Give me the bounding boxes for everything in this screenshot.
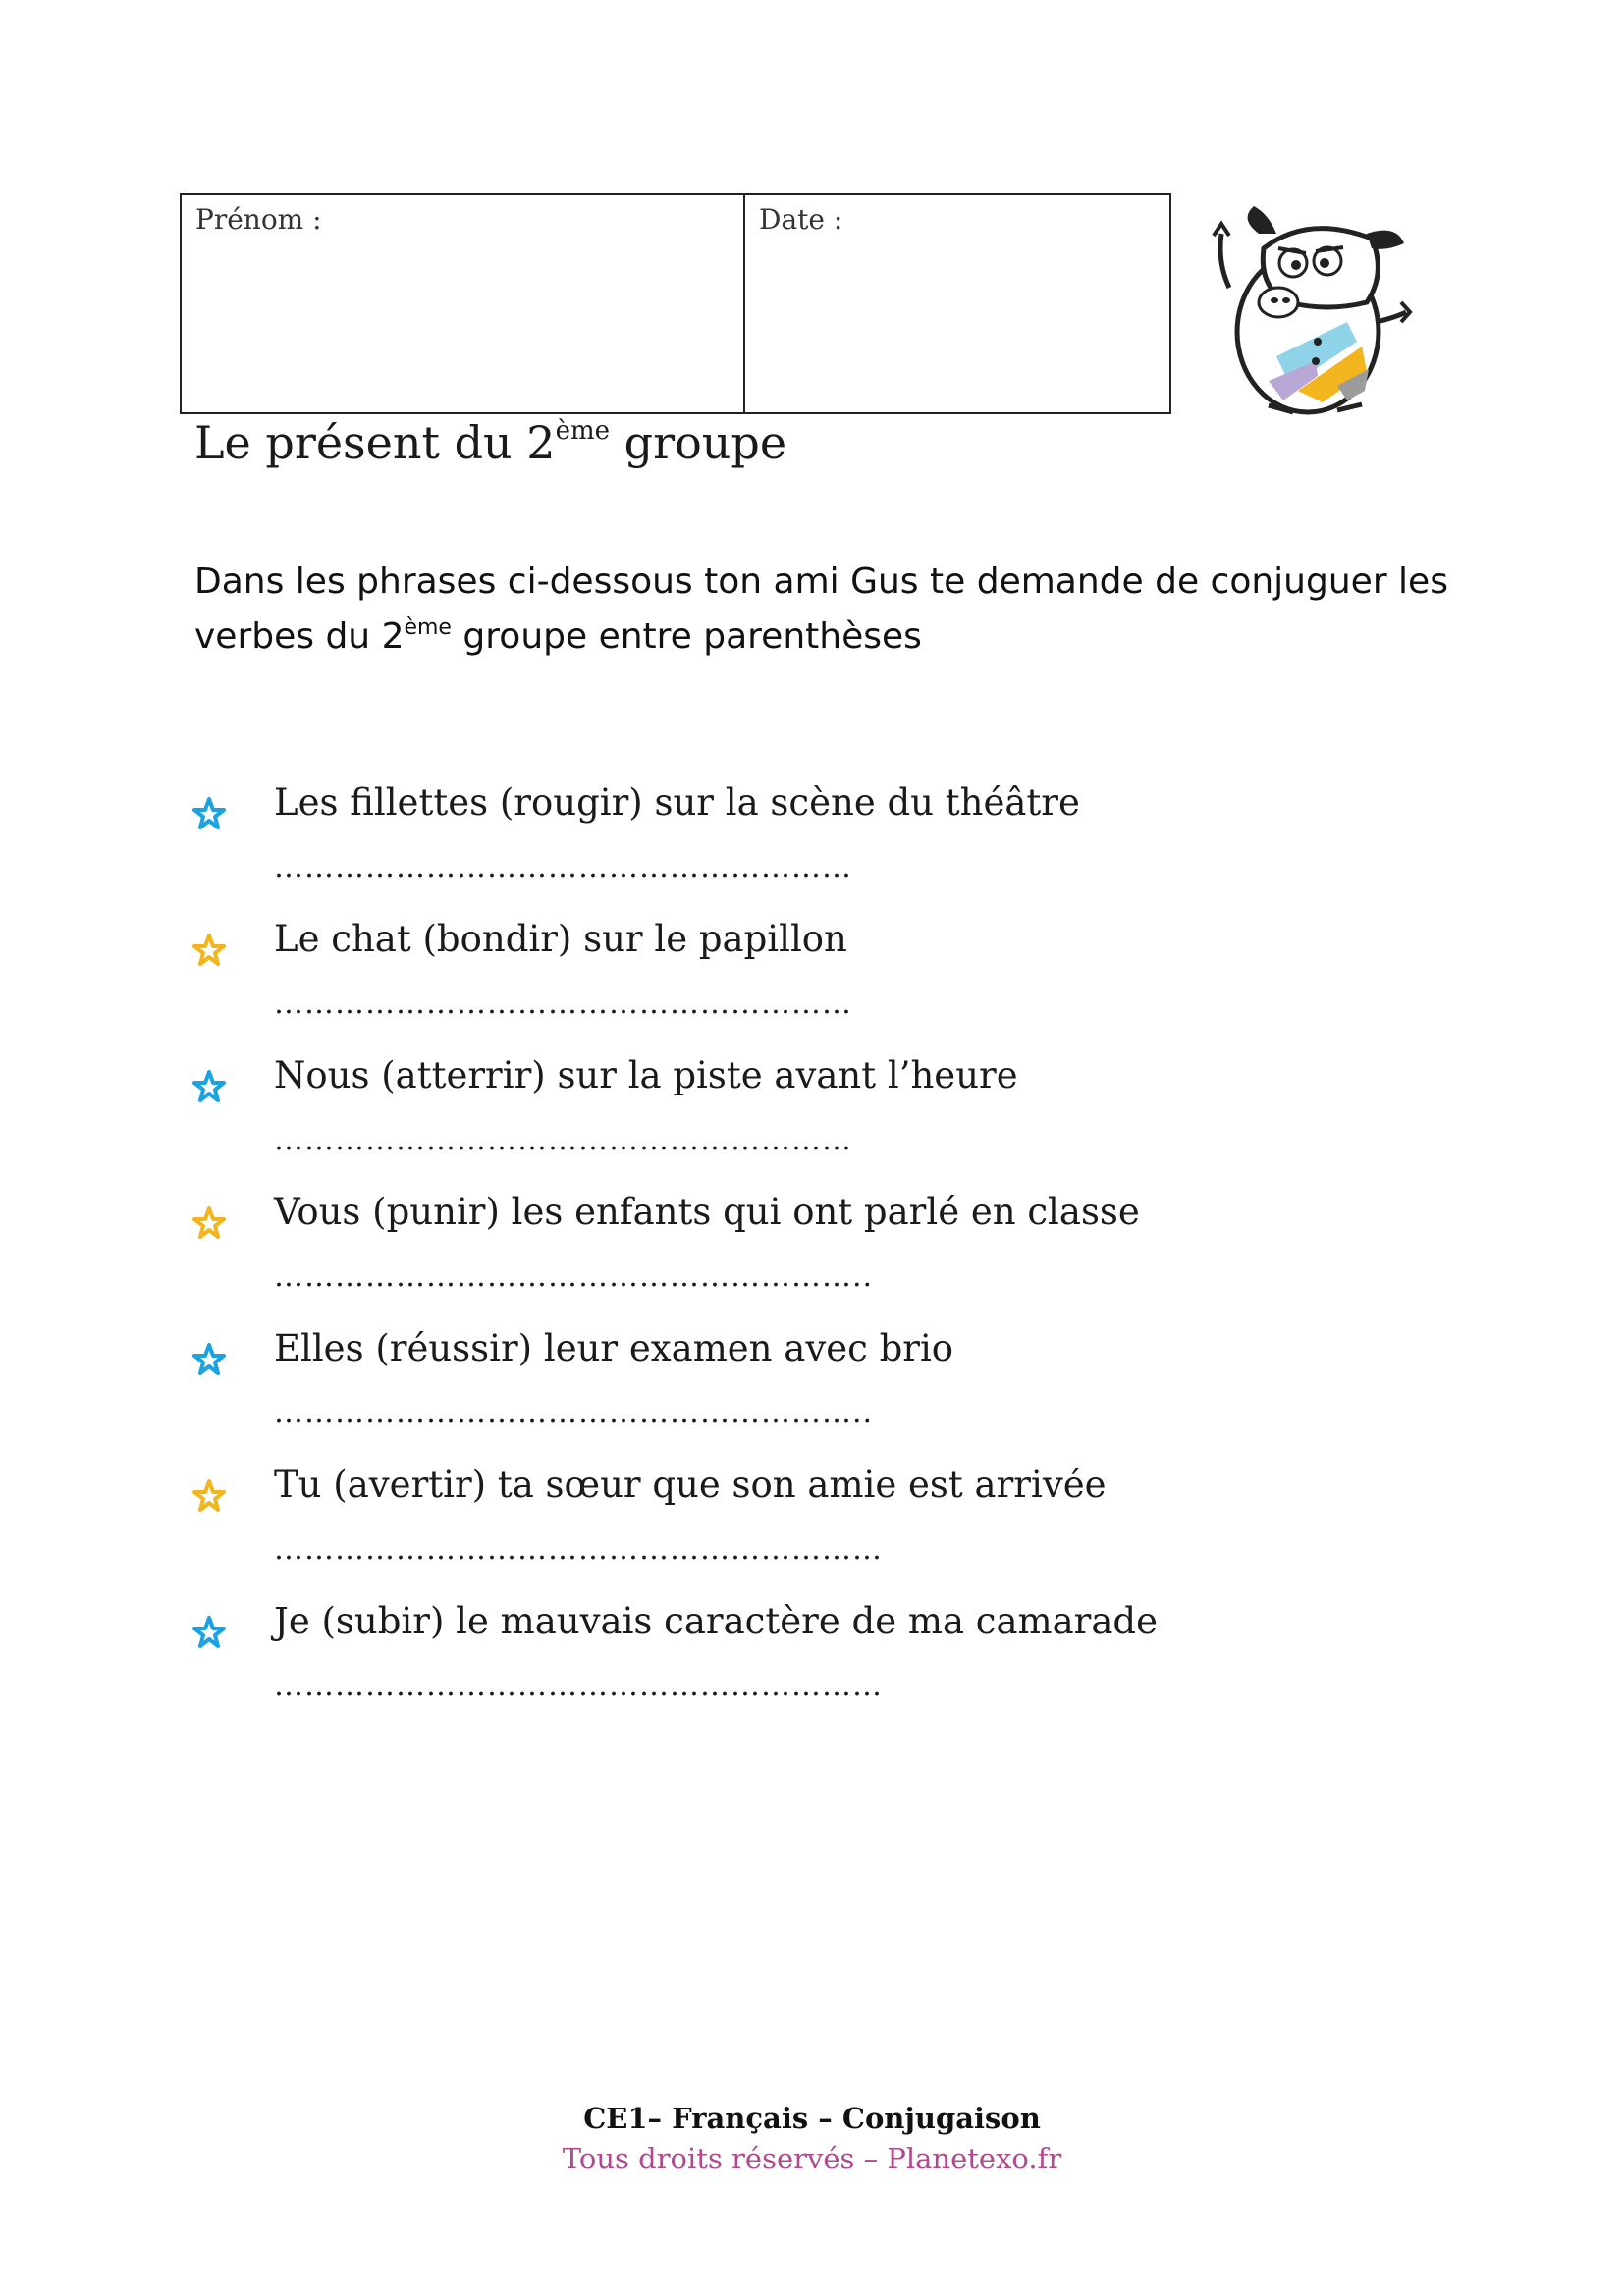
student-info-table xyxy=(180,193,1171,414)
footer-subject: CE1– Français – Conjugaison xyxy=(583,2102,1041,2135)
answer-line[interactable]: ………………………………………………… xyxy=(274,987,852,1021)
exercise-sentence: Tu (avertir) ta sœur que son amie est arrivée xyxy=(274,1464,1107,1506)
instruction-text xyxy=(194,555,1471,665)
answer-line[interactable]: …………………………………………………… xyxy=(274,1532,883,1567)
gold-star-icon xyxy=(192,1479,226,1513)
title-superscript: ème xyxy=(555,416,611,446)
date-label: Date : xyxy=(759,203,843,236)
blue-star-icon xyxy=(192,1616,226,1649)
gold-star-icon xyxy=(192,1206,226,1240)
instruction-line-2-prefix: verbes du 2 xyxy=(194,616,405,657)
page-footer xyxy=(0,2099,1624,2179)
blue-star-icon xyxy=(192,797,226,830)
date-cell[interactable] xyxy=(745,195,1169,412)
exercise-item xyxy=(192,1054,1371,1202)
answer-line[interactable]: ………………………………………………….. xyxy=(274,1259,874,1294)
answer-line[interactable]: …………………………………………………… xyxy=(274,1669,883,1703)
blue-star-icon xyxy=(192,1070,226,1103)
exercise-item xyxy=(192,1464,1371,1612)
exercise-item xyxy=(192,1191,1371,1339)
exercise-sentence: Je (subir) le mauvais caractère de ma camarade xyxy=(274,1600,1159,1642)
answer-line[interactable]: ………………………………………………… xyxy=(274,850,852,884)
title-rest: groupe xyxy=(610,416,787,469)
instruction-superscript: ème xyxy=(404,615,452,640)
exercise-sentence: Les fillettes (rougir) sur la scène du théâtre xyxy=(274,781,1080,824)
exercise-sentence: Vous (punir) les enfants qui ont parlé en classe xyxy=(274,1191,1140,1233)
blue-star-icon xyxy=(192,1343,226,1376)
exercise-sentence: Le chat (bondir) sur le papillon xyxy=(274,918,847,960)
exercise-item xyxy=(192,1600,1371,1748)
title-prefix: Le présent du 2 xyxy=(194,416,556,469)
footer-copyright: Tous droits réservés – Planetexo.fr xyxy=(562,2142,1062,2175)
answer-line[interactable]: ………………………………………………… xyxy=(274,1123,852,1157)
exercise-item xyxy=(192,781,1371,930)
instruction-line-2-rest: groupe entre parenthèses xyxy=(451,616,922,657)
gold-star-icon xyxy=(192,934,226,967)
exercise-item xyxy=(192,1327,1371,1475)
answer-line[interactable]: ………………………………………………….. xyxy=(274,1396,874,1430)
page-title xyxy=(194,416,786,469)
exercise-list xyxy=(192,781,1371,1748)
name-cell[interactable] xyxy=(182,195,745,412)
exercise-sentence: Nous (atterrir) sur la piste avant l’heure xyxy=(274,1054,1018,1096)
exercise-sentence: Elles (réussir) leur examen avec brio xyxy=(274,1327,954,1369)
gus-mascot-icon xyxy=(1200,194,1416,420)
instruction-line-1: Dans les phrases ci-dessous ton ami Gus te demande de conjuguer les xyxy=(194,561,1448,602)
exercise-item xyxy=(192,918,1371,1066)
name-label: Prénom : xyxy=(195,203,322,236)
